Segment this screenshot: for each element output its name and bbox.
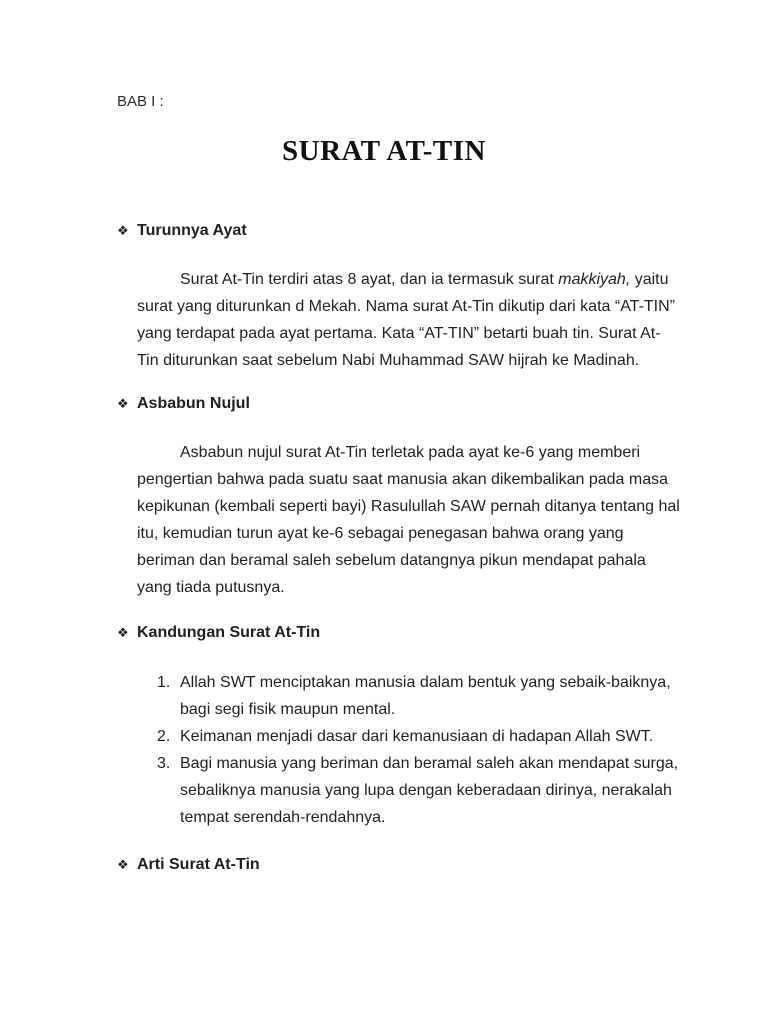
section-heading-label: Asbabun Nujul: [137, 395, 250, 412]
list-item-text: Allah SWT menciptakan manusia dalam bentuk yang sebaik-baiknya, bagi segi fisik maupun mental.: [180, 674, 671, 718]
paragraph-turunnya-ayat: [137, 266, 680, 374]
list-number: 3.: [157, 755, 171, 772]
paragraph-text: Surat At-Tin terdiri atas 8 ayat, dan ia termasuk surat: [180, 271, 559, 288]
paragraph-text: yaitu surat yang diturunkan d Mekah. Nama surat At-Tin dikutip dari kata “AT-TIN” yang terdapat pada ayat pertama. Kata “AT-TIN” betarti buah tin. Surat At-Tin diturunkan saat sebelum Nabi Muhammad SAW hijrah ke Madinah.: [137, 271, 675, 369]
list-item: [157, 669, 680, 723]
diamond-bullet-icon: ❖: [117, 396, 129, 411]
diamond-bullet-icon: ❖: [117, 857, 129, 872]
list-item-text: Keimanan menjadi dasar dari kemanusiaan di hadapan Allah SWT.: [180, 728, 654, 745]
list-number: 1.: [157, 674, 171, 691]
section-heading-label: Turunnya Ayat: [137, 222, 247, 239]
diamond-bullet-icon: ❖: [117, 223, 129, 238]
kandungan-ordered-list: [157, 669, 680, 831]
section-heading-asbabun-nujul: [117, 394, 680, 414]
document-title: SURAT AT-TIN: [282, 135, 486, 167]
list-item: [157, 723, 680, 750]
diamond-bullet-icon: ❖: [117, 625, 129, 640]
paragraph-asbabun-nujul: Asbabun nujul surat At-Tin terletak pada ayat ke-6 yang memberi pengertian bahwa pada suatu saat manusia akan dikembalikan pada masa kepikunan (kembali seperti bayi) Rasulullah SAW pernah ditanya tentang hal itu, kemudian turun ayat ke-6 sebagai penegasan bahwa orang yang beriman dan beramal saleh sebelum datangnya pikun mendapat pahala yang tiada putusnya.: [137, 444, 680, 596]
section-heading-label: Kandungan Surat At-Tin: [137, 624, 321, 641]
list-item-text: Bagi manusia yang beriman dan beramal saleh akan mendapat surga, sebaliknya manusia yang lupa dengan keberadaan dirinya, nerakalah tempat serendah-rendahnya.: [180, 755, 679, 826]
section-heading-kandungan: [117, 623, 680, 643]
section-heading-arti: [117, 855, 680, 875]
list-item: [157, 750, 680, 831]
paragraph-italic-text: makkiyah,: [558, 271, 631, 288]
chapter-label: BAB I :: [117, 93, 164, 110]
list-number: 2.: [157, 728, 171, 745]
section-heading-label: Arti Surat At-Tin: [137, 856, 260, 873]
section-heading-turunnya-ayat: [117, 221, 680, 241]
